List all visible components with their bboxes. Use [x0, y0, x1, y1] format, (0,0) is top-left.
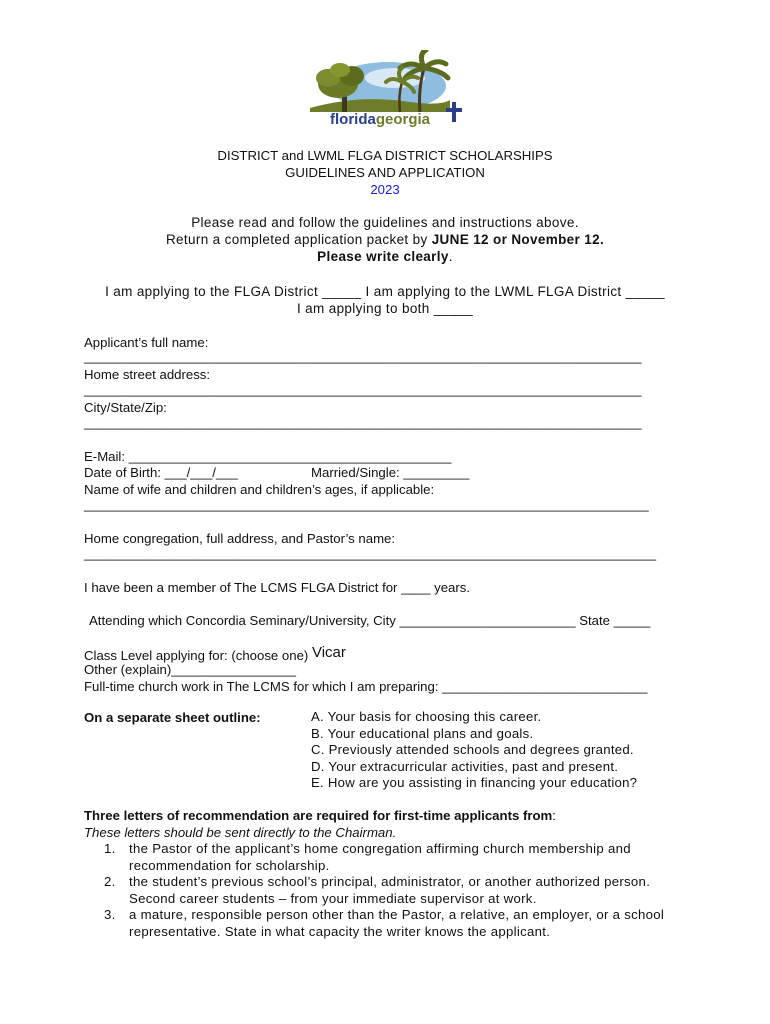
- other-field[interactable]: Other (explain)_________________: [84, 662, 296, 677]
- outline-item: B. Your educational plans and goals.: [311, 725, 534, 741]
- address-field[interactable]: ____________________________________________________________________________: [84, 382, 642, 397]
- city-field[interactable]: ____________________________________________________________________________: [84, 415, 642, 430]
- outline-list: [311, 709, 637, 792]
- city-label: City/State/Zip:: [84, 400, 167, 415]
- outline-item: A. Your basis for choosing this career.: [311, 709, 542, 724]
- applying-district-line: I am applying to the FLGA District _____ I am applying to the LWML FLGA District _____: [105, 284, 665, 299]
- recommendation-subheading: These letters should be sent directly to the Chairman.: [84, 825, 397, 840]
- family-field[interactable]: _____________________________________________________________________________: [84, 497, 649, 512]
- outline-item: C. Previously attended schools and degrees granted.: [311, 742, 634, 757]
- list-item-line: recommendation for scholarship.: [129, 857, 330, 873]
- list-item: [84, 907, 664, 940]
- full-name-field[interactable]: ____________________________________________________________________________: [84, 349, 642, 364]
- recommendation-heading-text: Three letters of recommendation are required for first-time applicants from: [84, 808, 553, 823]
- congregation-field[interactable]: ______________________________________________________________________________: [84, 546, 657, 561]
- deadline-text: JUNE 12 or November 12.: [431, 232, 605, 247]
- list-item-line: Second career students – from your immediate supervisor at work.: [129, 890, 537, 906]
- write-clearly-text: Please write clearly: [317, 249, 449, 264]
- header-year: 2023: [370, 182, 400, 197]
- family-label: Name of wife and children and children’s ages, if applicable:: [84, 482, 435, 497]
- address-label: Home street address:: [84, 367, 211, 382]
- recommendation-heading: [84, 808, 556, 823]
- floridageorgia-logo: [300, 50, 470, 132]
- outline-item: E. How are you assisting in financing your education?: [311, 775, 638, 790]
- membership-field[interactable]: I have been a member of The LCMS FLGA District for ____ years.: [84, 580, 471, 595]
- class-level-label: Class Level applying for: (choose one): [84, 648, 309, 663]
- congregation-label: Home congregation, full address, and Pastor’s name:: [84, 531, 396, 546]
- instructions-line1: Please read and follow the guidelines and instructions above.: [191, 215, 579, 230]
- list-item: [84, 874, 664, 907]
- class-level-value: Vicar: [311, 644, 346, 661]
- full-name-label: Applicant’s full name:: [84, 335, 209, 350]
- list-item: [84, 841, 664, 874]
- instructions-line3-suffix: .: [448, 249, 453, 264]
- header-subtitle: GUIDELINES AND APPLICATION: [285, 165, 485, 180]
- instructions-line2-text: Return a completed application packet by: [165, 232, 432, 247]
- recommendation-heading-suffix: :: [552, 808, 556, 823]
- list-item-line: the Pastor of the applicant’s home congregation affirming church membership and: [129, 841, 631, 856]
- instructions-line2: [0, 232, 770, 247]
- list-item-line: the student’s previous school’s principal, administrator, or another authorized person.: [129, 874, 651, 889]
- fulltime-work-field[interactable]: Full-time church work in The LCMS for which I am preparing: ____________________________: [84, 679, 648, 694]
- outline-label: On a separate sheet outline:: [84, 710, 261, 725]
- list-item-number: 3.: [104, 907, 116, 922]
- seminary-field[interactable]: Attending which Concordia Seminary/University, City ________________________ State _____: [89, 613, 651, 628]
- marital-status-field[interactable]: Married/Single: _________: [311, 465, 470, 480]
- list-item-number: 1.: [104, 841, 116, 856]
- recommendation-list: [84, 841, 664, 940]
- logo-text: floridageorgia: [330, 111, 431, 128]
- email-field[interactable]: E-Mail: ____________________________________________: [84, 449, 452, 464]
- outline-item: D. Your extracurricular activities, past and present.: [311, 758, 619, 774]
- header-title: DISTRICT and LWML FLGA DISTRICT SCHOLARSHIPS: [217, 148, 553, 163]
- list-item-line: a mature, responsible person other than the Pastor, a relative, an employer, or a school: [129, 907, 665, 922]
- list-item-line: representative. State in what capacity the writer knows the applicant.: [129, 923, 551, 939]
- applying-both-line: I am applying to both _____: [296, 301, 474, 316]
- dob-field[interactable]: Date of Birth: ___/___/___: [84, 465, 238, 480]
- list-item-number: 2.: [104, 874, 116, 889]
- instructions-line3: [0, 249, 770, 264]
